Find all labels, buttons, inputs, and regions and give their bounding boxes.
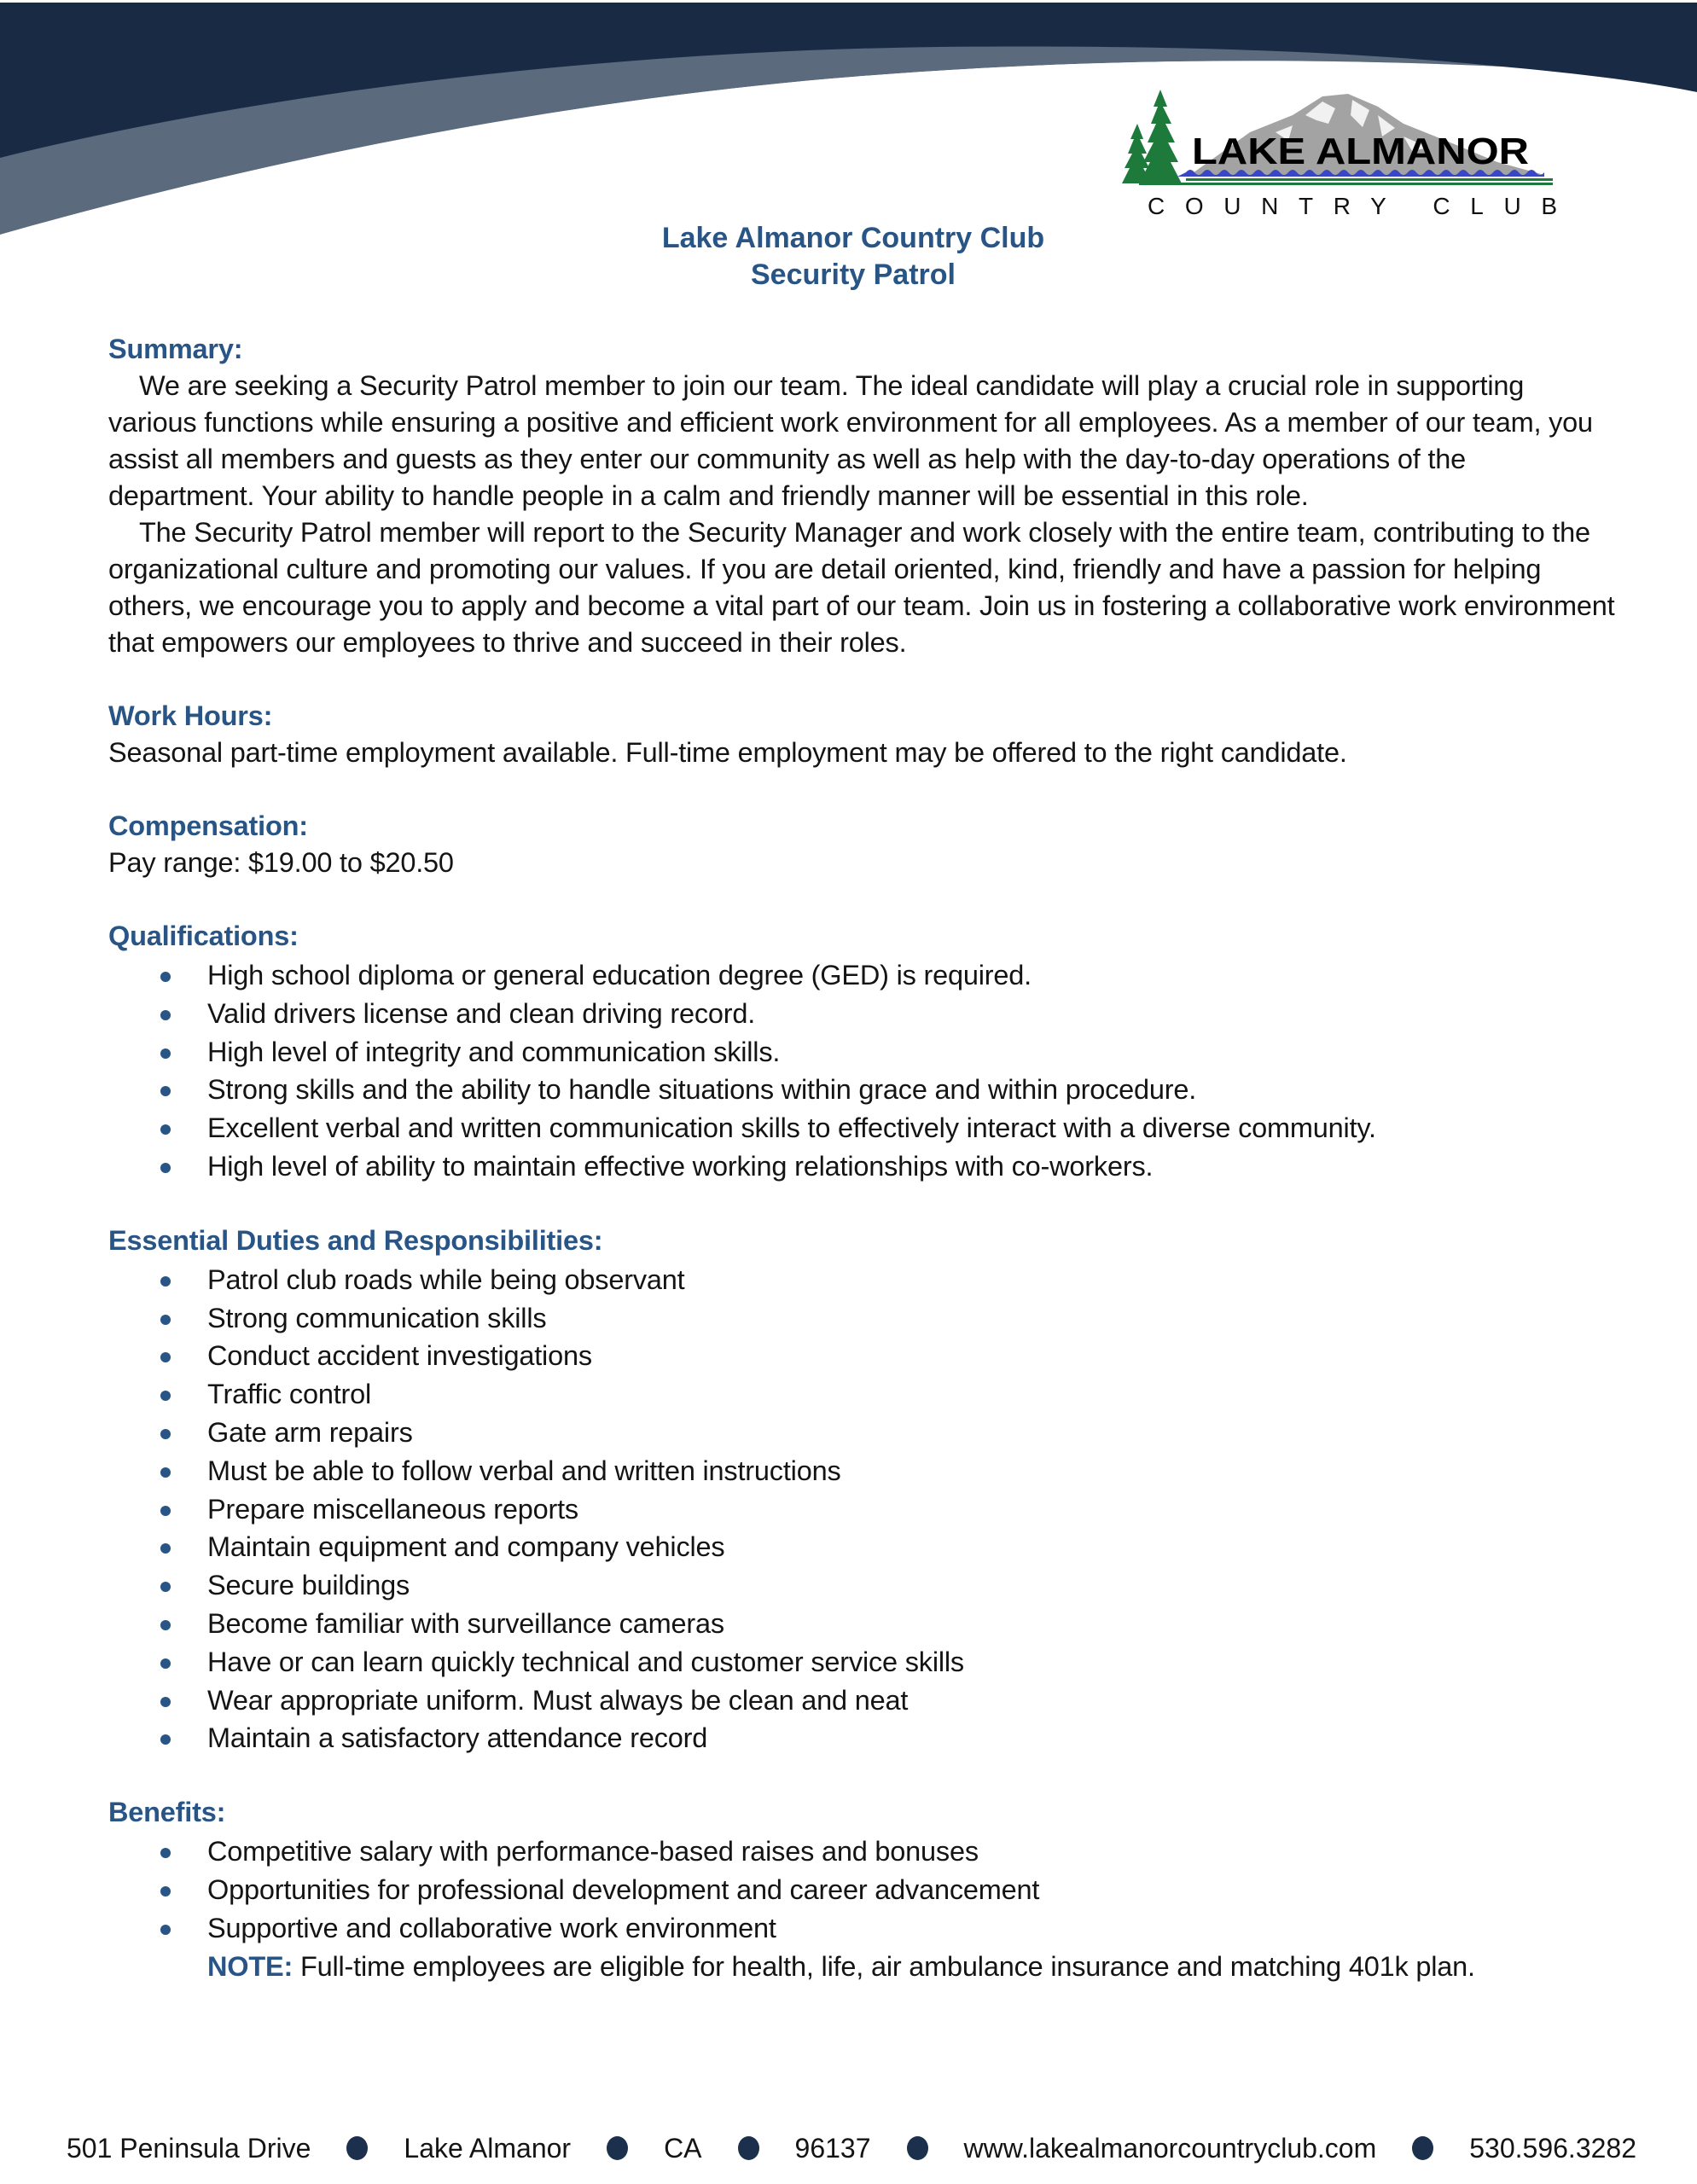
bullet-icon bbox=[160, 1010, 171, 1020]
document-title bbox=[0, 220, 1697, 293]
list-item: Gate arm repairs bbox=[108, 1414, 1619, 1452]
summary-section bbox=[108, 331, 1619, 661]
list-item: Competitive salary with performance-based raises and bonuses bbox=[108, 1833, 1619, 1871]
list-item: Secure buildings bbox=[108, 1566, 1619, 1605]
svg-text:LAKE ALMANOR: LAKE ALMANOR bbox=[1192, 131, 1529, 172]
list-item: Patrol club roads while being observant bbox=[108, 1261, 1619, 1299]
summary-paragraph-1: We are seeking a Security Patrol member to join our team. The ideal candidate will play a crucial role in supporting various functions while ensuring a positive and efficient work environment for all employees. As a member of our team, you assist all members and guests as they enter our community as well as help with the day-to-day operations of the department. Your ability to handle people in a calm and friendly manner will be essential in this role. bbox=[108, 370, 1593, 511]
list-item: Valid drivers license and clean driving record. bbox=[108, 995, 1619, 1033]
list-item: Traffic control bbox=[108, 1375, 1619, 1414]
list-item: Strong communication skills bbox=[108, 1299, 1619, 1338]
duties-heading: Essential Duties and Responsibilities: bbox=[108, 1224, 603, 1256]
bullet-icon bbox=[160, 1582, 171, 1592]
bullet-icon bbox=[160, 1315, 171, 1325]
work-hours-heading: Work Hours: bbox=[108, 700, 273, 731]
bullet-icon bbox=[160, 1506, 171, 1516]
bullet-icon bbox=[160, 1429, 171, 1439]
benefits-heading: Benefits: bbox=[108, 1797, 226, 1828]
separator-dot-icon bbox=[346, 2136, 368, 2160]
bullet-icon bbox=[160, 1124, 171, 1135]
bullet-icon bbox=[160, 1352, 171, 1362]
list-item: Strong skills and the ability to handle situations within grace and within procedure. bbox=[108, 1071, 1619, 1109]
footer-contact-bar bbox=[67, 2127, 1636, 2169]
list-item: High school diploma or general education degree (GED) is required. bbox=[108, 956, 1619, 995]
separator-dot-icon bbox=[607, 2136, 628, 2160]
benefits-list bbox=[108, 1833, 1619, 1947]
bullet-icon bbox=[160, 1848, 171, 1858]
list-item: Opportunities for professional development and career advancement bbox=[108, 1871, 1619, 1909]
bullet-icon bbox=[160, 1086, 171, 1096]
bullet-icon bbox=[160, 1543, 171, 1554]
list-item: Have or can learn quickly technical and customer service skills bbox=[108, 1643, 1619, 1682]
bullet-icon bbox=[160, 1048, 171, 1059]
summary-heading: Summary: bbox=[108, 334, 243, 364]
separator-dot-icon bbox=[1412, 2136, 1433, 2160]
bullet-icon bbox=[160, 1925, 171, 1935]
pay-range-text: Pay range: $19.00 to $20.50 bbox=[108, 847, 454, 878]
bullet-icon bbox=[160, 1886, 171, 1896]
bullet-icon bbox=[160, 1276, 171, 1287]
svg-text:COUNTRY CLUB: COUNTRY CLUB bbox=[1148, 193, 1557, 218]
qualifications-section bbox=[108, 918, 1619, 1186]
footer-state: CA bbox=[664, 2132, 702, 2164]
pine-trees-icon bbox=[1122, 90, 1182, 183]
title-organization: Lake Almanor Country Club bbox=[661, 222, 1045, 254]
work-hours-section bbox=[108, 698, 1619, 771]
list-item: Conduct accident investigations bbox=[108, 1337, 1619, 1375]
bullet-icon bbox=[160, 1163, 171, 1173]
list-item: Must be able to follow verbal and written instructions bbox=[108, 1452, 1619, 1490]
footer-city: Lake Almanor bbox=[404, 2132, 572, 2164]
list-item: High level of integrity and communication skills. bbox=[108, 1033, 1619, 1072]
bullet-icon bbox=[160, 1620, 171, 1630]
summary-paragraph-2: The Security Patrol member will report to the Security Manager and work closely with the entire team, contributing to the organizational culture and promoting our values. If you are detail oriented, kind, friendly and have a passion for helping others, we encourage you to apply and become a vital part of our team. Join us in fostering a collaborative work environment that empowers our employees to thrive and succeed in their roles. bbox=[108, 517, 1615, 658]
duties-list bbox=[108, 1261, 1619, 1757]
bullet-icon bbox=[160, 1391, 171, 1401]
bullet-icon bbox=[160, 1697, 171, 1707]
lake-almanor-logo bbox=[1122, 90, 1574, 218]
separator-dot-icon bbox=[738, 2136, 759, 2160]
work-hours-text: Seasonal part-time employment available. Full-time employment may be offered to the right candidate. bbox=[108, 737, 1347, 768]
list-item: Excellent verbal and written communication skills to effectively interact with a diverse community. bbox=[108, 1109, 1619, 1147]
benefits-section bbox=[108, 1794, 1619, 1984]
list-item: Prepare miscellaneous reports bbox=[108, 1490, 1619, 1529]
note-text: Full-time employees are eligible for health, life, air ambulance insurance and matching 401k plan. bbox=[299, 1950, 1475, 1982]
footer-address: 501 Peninsula Drive bbox=[67, 2132, 311, 2164]
list-item: High level of ability to maintain effective working relationships with co-workers. bbox=[108, 1147, 1619, 1186]
compensation-heading: Compensation: bbox=[108, 810, 308, 841]
footer-phone[interactable]: 530.596.3282 bbox=[1469, 2132, 1636, 2164]
bullet-icon bbox=[160, 1467, 171, 1478]
list-item: Become familiar with surveillance cameras bbox=[108, 1605, 1619, 1643]
compensation-section bbox=[108, 808, 1619, 881]
qualifications-heading: Qualifications: bbox=[108, 921, 299, 951]
list-item: Wear appropriate uniform. Must always be clean and neat bbox=[108, 1682, 1619, 1720]
bullet-icon bbox=[160, 1734, 171, 1745]
qualifications-list bbox=[108, 956, 1619, 1186]
note-label: NOTE: bbox=[207, 1950, 293, 1982]
duties-section bbox=[108, 1223, 1619, 1757]
list-item: Supportive and collaborative work environment bbox=[108, 1909, 1619, 1948]
title-position: Security Patrol bbox=[751, 258, 956, 291]
footer-zip: 96137 bbox=[794, 2132, 871, 2164]
footer-website-link[interactable]: www.lakealmanorcountryclub.com bbox=[963, 2132, 1377, 2164]
bullet-icon bbox=[160, 1658, 171, 1669]
separator-dot-icon bbox=[907, 2136, 928, 2160]
benefits-note bbox=[108, 1948, 1619, 1985]
job-description-body bbox=[108, 331, 1619, 1985]
bullet-icon bbox=[160, 972, 171, 982]
list-item: Maintain a satisfactory attendance record bbox=[108, 1719, 1619, 1757]
list-item: Maintain equipment and company vehicles bbox=[108, 1528, 1619, 1566]
